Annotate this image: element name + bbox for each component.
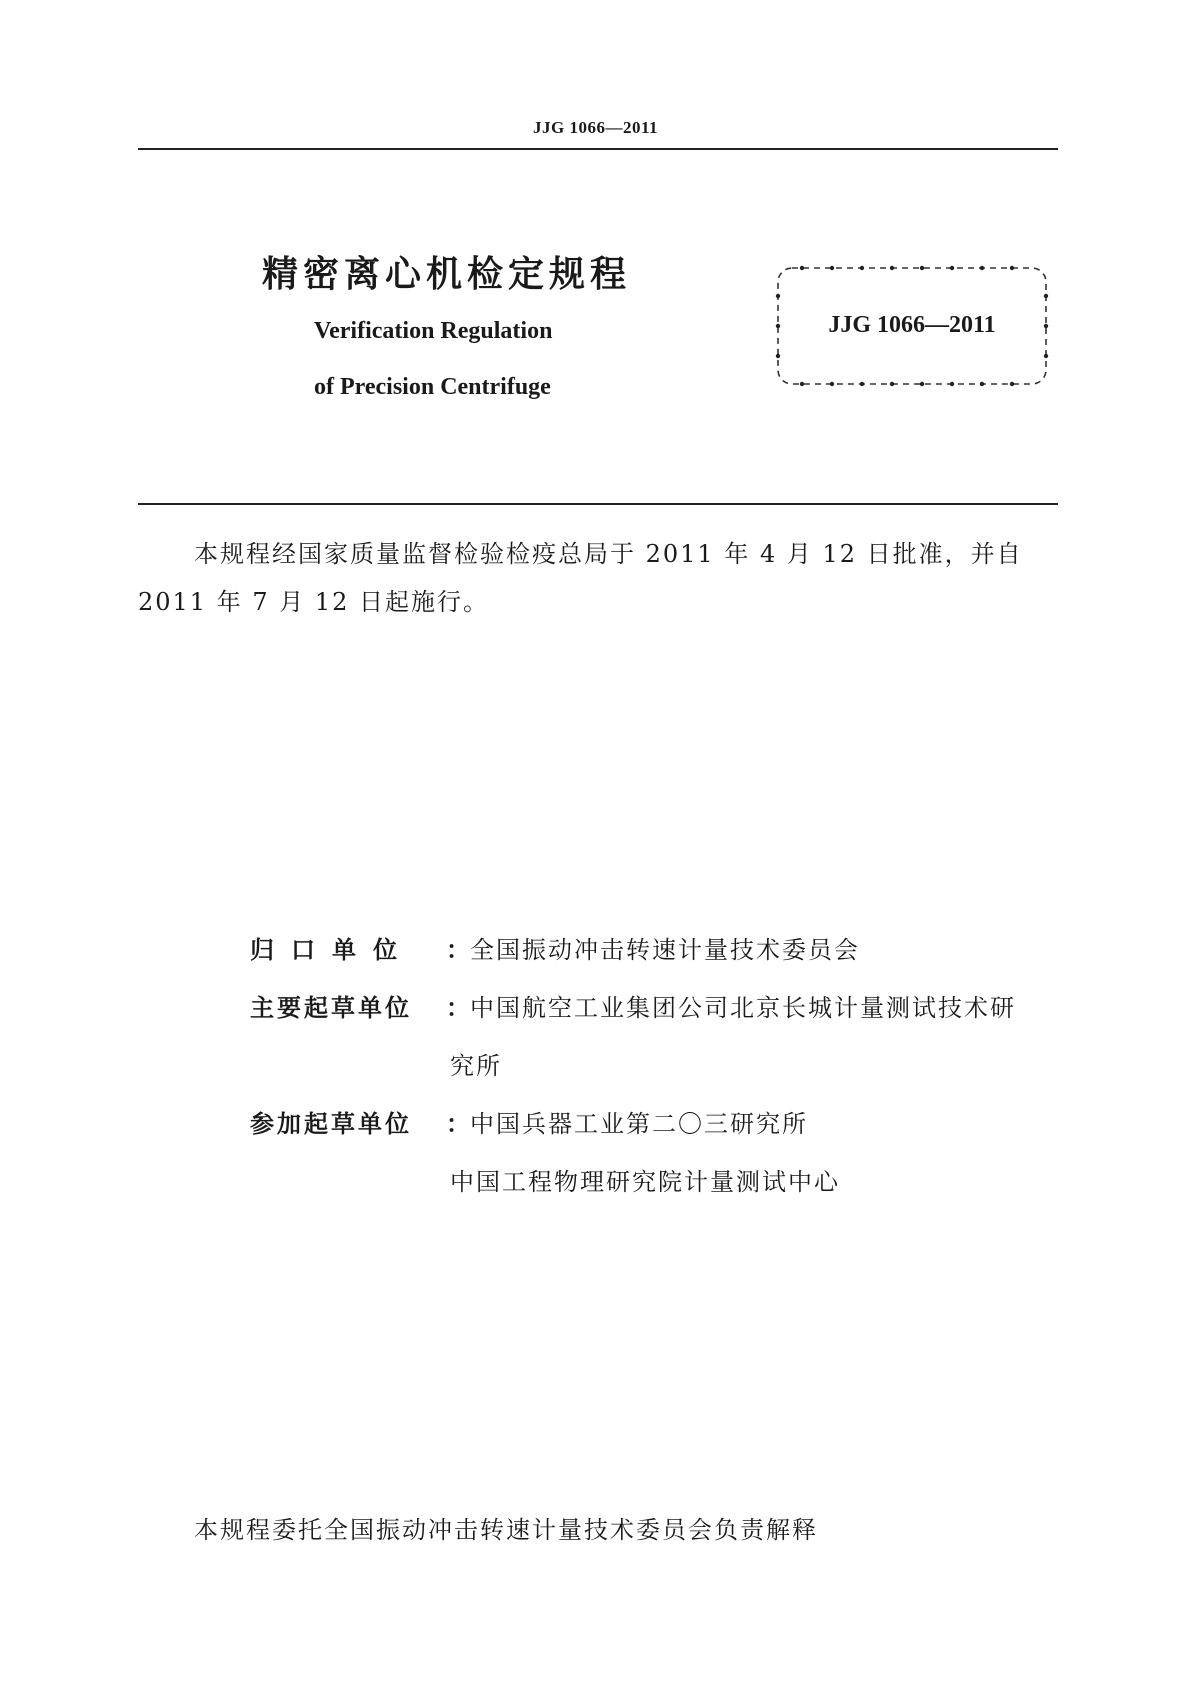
participating-drafter-label: 参加起草单位 xyxy=(250,1110,412,1138)
participating-drafter-value: 中国兵器工业第二〇三研究所 xyxy=(470,1110,808,1138)
label-colon: ： xyxy=(446,936,470,964)
main-drafter-row-continued xyxy=(450,1046,1191,1081)
participating-drafter-value-continued: 中国工程物理研究院计量测试中心 xyxy=(450,1168,840,1196)
main-drafter-row xyxy=(250,988,1070,1023)
responsible-unit-row xyxy=(250,930,1070,965)
section-rule xyxy=(138,503,1058,505)
title-english-line2: of Precision Centrifuge xyxy=(314,374,551,400)
participating-drafter-row-continued xyxy=(450,1162,1191,1197)
main-drafter-value: 中国航空工业集团公司北京长城计量测试技术研 xyxy=(470,994,1016,1022)
responsible-unit-value: 全国振动冲击转速计量技术委员会 xyxy=(470,936,860,964)
participating-drafter-row xyxy=(250,1104,1070,1139)
running-header: JJG 1066—2011 xyxy=(532,118,659,137)
title-chinese: 精密离心机检定规程 xyxy=(262,254,632,295)
responsible-unit-label: 归口单位 xyxy=(250,936,414,964)
title-english-line1: Verification Regulation xyxy=(314,318,553,344)
main-drafter-value-continued: 究所 xyxy=(450,1052,502,1080)
header-rule xyxy=(138,148,1058,150)
approval-statement: 本规程经国家质量监督检验检疫总局于 2011 年 4 月 12 日批准，并自 2011 年 7 月 12 日起施行。 xyxy=(138,540,1023,616)
code-box xyxy=(772,262,1052,390)
interpretation-note: 本规程委托全国振动冲击转速计量技术委员会负责解释 xyxy=(194,1516,818,1544)
main-drafter-label: 主要起草单位 xyxy=(250,994,412,1022)
standard-code: JJG 1066—2011 xyxy=(828,312,996,338)
label-colon: ： xyxy=(446,1110,470,1138)
label-colon: ： xyxy=(446,994,470,1022)
